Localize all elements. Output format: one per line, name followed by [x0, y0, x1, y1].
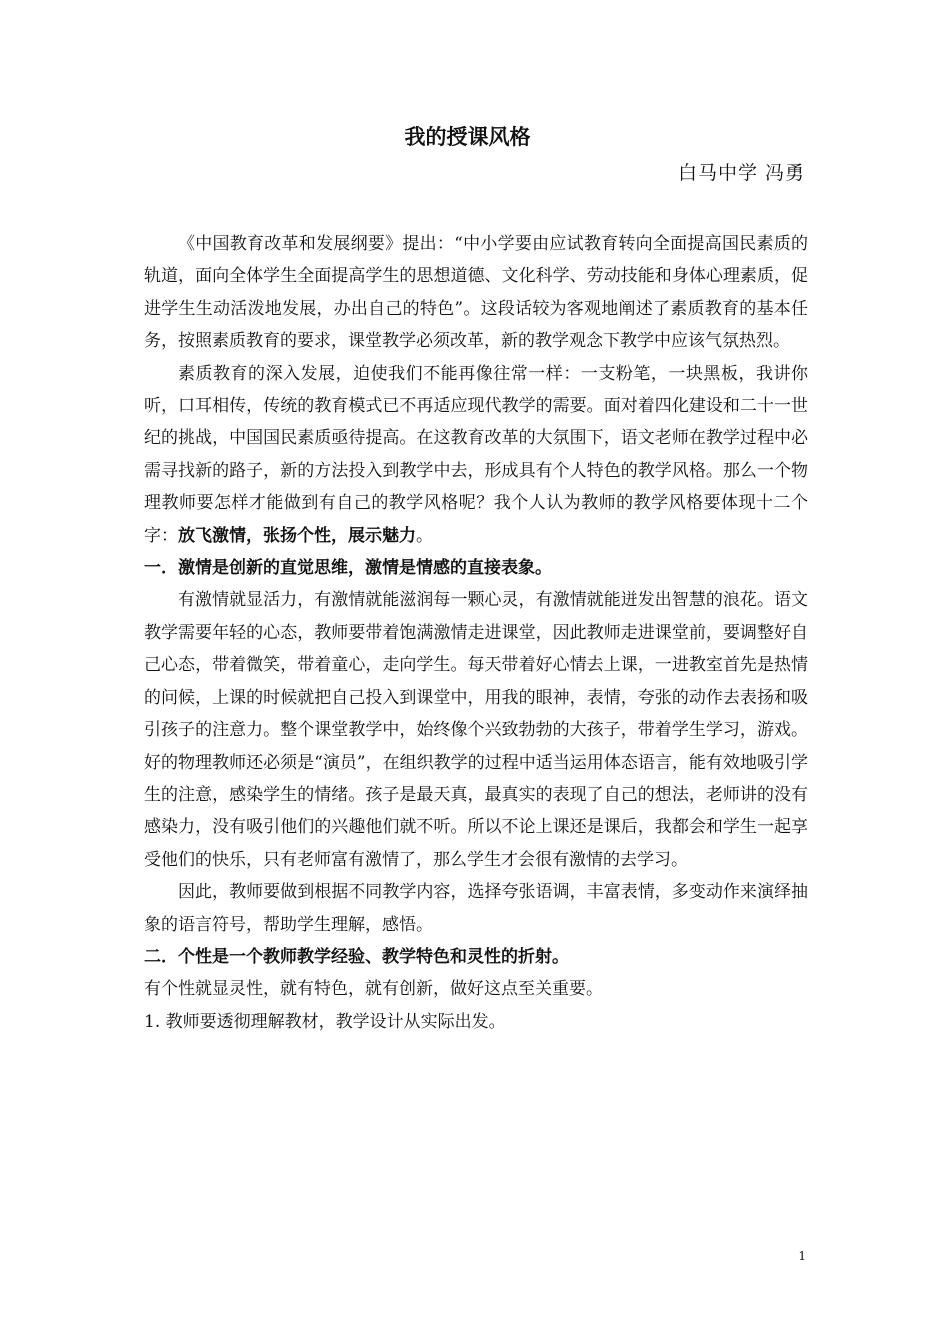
page-number: 1	[798, 1249, 806, 1263]
paragraph-end-punct: 。	[416, 525, 433, 546]
paragraph-text: 素质教育的深入发展，迫使我们不能再像往常一样：一支粉笔，一块黑板，我讲你听，口耳相传，传统的教育模式已不再适应现代教学的需要。面对着四化建设和二十一世纪的挑战，中国国民素质亟待提高。在这教育改革的大氛围下，语文老师在教学过程中必需寻找新的路子，新的方法投入到教学中去，形成具有个人特色的教学风格。那么一个物理教师要怎样才能做到有自己的教学风格呢？我个人认为教师的教学风格要体现十二个字：	[144, 363, 808, 546]
section-heading-passion: 一．激情是创新的直觉思维，激情是情感的直接表象。	[144, 558, 552, 579]
page-title: 我的授课风格	[404, 124, 531, 149]
emphasis-twelve-characters: 放飞激情，张扬个性，展示魅力	[178, 525, 416, 546]
paragraph-therefore: 因此，教师要做到根据不同教学内容，选择夸张语调，丰富表情，多变动作来演绎抽象的语言符号，帮助学生理解，感悟。	[144, 882, 808, 935]
paragraph-personality: 有个性就显灵性，就有特色，就有创新，做好这点至关重要。	[144, 979, 603, 1000]
section-heading-personality: 二．个性是一个教师教学经验、教学特色和灵性的折射。	[144, 946, 569, 967]
paragraph-quality-education	[144, 358, 808, 552]
paragraph-passion: 有激情就显活力，有激情就能滋润每一颗心灵，有激情就能迸发出智慧的浪花。语文教学需要年轻的心态，教师要带着饱满激情走进课堂，因此教师走进课堂前，要调整好自己心态，带着微笑，带着童心，走向学生。每天带着好心情去上课，一进教室首先是热情的问候，上课的时候就把自己投入到课堂中，用我的眼神，表情，夸张的动作去表扬和吸引孩子的注意力。整个课堂教学中，始终像个兴致勃勃的大孩子，带着学生学习，游戏。好的物理教师还必须是“演员”，在组织教学的过程中适当运用体态语言，能有效地吸引学生的注意，感染学生的情绪。孩子是最天真，最真实的表现了自己的想法，老师讲的没有感染力，没有吸引他们的兴趣他们就不听。所以不论上课还是课后，我都会和学生一起享受他们的快乐，只有老师富有激情了，那么学生才会很有激情的去学习。	[144, 590, 808, 870]
paragraph-intro: 《中国教育改革和发展纲要》提出：“中小学要由应试教育转向全面提高国民素质的轨道，面向全体学生全面提高学生的思想道德、文化科学、劳动技能和身体心理素质，促进学生生动活泼地发展，办出自己的特色”。这段话较为客观地阐述了素质教育的基本任务，按照素质教育的要求，课堂教学必须改革，新的教学观念下教学中应该气氛热烈。	[144, 234, 808, 352]
list-item-1: 1. 教师要透彻理解教材，教学设计从实际出发。	[144, 1011, 506, 1032]
document-body	[144, 228, 808, 1038]
author-line: 白马中学 冯勇	[677, 162, 805, 184]
